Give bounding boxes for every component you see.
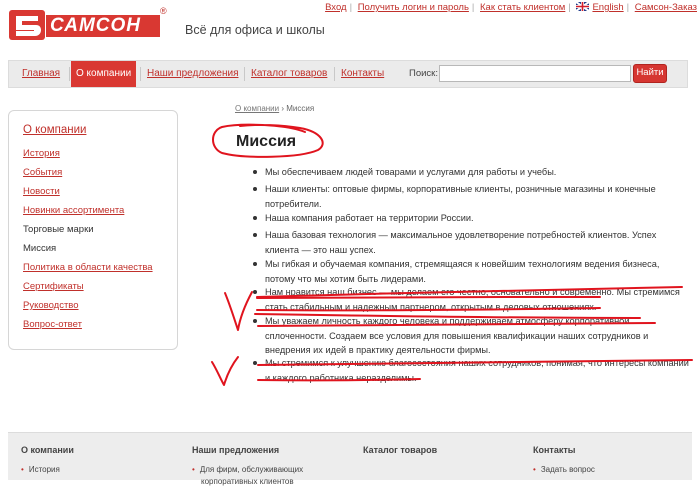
uk-flag-icon <box>576 2 589 11</box>
footer-col-offers <box>192 445 303 486</box>
breadcrumb <box>235 104 314 113</box>
mission-item: Мы обеспечиваем людей товарами и услугами для работы и учебы. <box>252 165 692 180</box>
search-input[interactable] <box>439 65 631 82</box>
tagline: Всё для офиса и школы <box>185 23 325 37</box>
main-nav <box>8 60 688 88</box>
breadcrumb-separator: › <box>281 104 285 113</box>
mission-item: Мы уважаем личность каждого человека и поддерживаем атмосферу корпоративной сплоченности. Создаем все условия для повышения квалификации наших сотрудников и внедрения их идей в практику деятельности фирмы. <box>252 314 692 358</box>
footer-link[interactable]: • Задать вопрос <box>533 465 595 474</box>
footer-heading: О компании <box>21 445 74 455</box>
mission-item: Наша компания работает на территории России. <box>252 211 692 226</box>
sidebar-item-brands[interactable]: Торговые марки <box>23 224 94 235</box>
footer-link-continued[interactable]: корпоративных клиентов <box>201 477 294 486</box>
samson-logo[interactable] <box>8 6 166 46</box>
nav-divider <box>69 67 70 81</box>
sidebar-item-news[interactable]: Новости <box>23 186 60 197</box>
sidebar-item-quality-policy[interactable]: Политика в области качества <box>23 262 153 273</box>
sidebar-item-new-products[interactable]: Новинки ассортимента <box>23 205 125 216</box>
search-label: Поиск: <box>409 68 438 79</box>
nav-contacts[interactable]: Контакты <box>341 68 385 79</box>
sidebar-item-certificates[interactable]: Сертификаты <box>23 281 84 292</box>
sidebar-menu <box>23 148 153 338</box>
sidebar-title[interactable]: О компании <box>23 124 87 136</box>
footer-col-about <box>21 445 74 474</box>
logo-text: САМСОН <box>50 15 142 36</box>
nav-offers[interactable]: Наши предложения <box>147 68 239 79</box>
breadcrumb-current: Миссия <box>286 104 315 113</box>
breadcrumb-parent[interactable]: О компании <box>235 104 280 113</box>
footer-heading: Контакты <box>533 445 576 455</box>
footer-heading: Наши предложения <box>192 445 280 455</box>
footer-col-catalog <box>363 445 437 455</box>
sidebar-item-mission: Миссия <box>23 243 57 254</box>
mission-item: Наша базовая технология — максимальное удовлетворение потребностей клиентов. Успех клиента — это наш успех. <box>252 228 692 257</box>
samson-order-link[interactable]: Самсон-Заказ <box>634 2 697 13</box>
sidebar-item-history[interactable]: История <box>23 148 60 159</box>
registered-mark: ® <box>160 6 167 16</box>
nav-home[interactable]: Главная <box>22 68 61 79</box>
nav-about[interactable]: О компании <box>71 61 136 87</box>
mission-item: Нам нравится наш бизнес — мы делаем его честно, основательно и современно. Мы стремимся стать стабильным и надежным партнером, открытым в деловых отношениях. <box>252 285 692 314</box>
top-links: Вход | Получить логин и пароль | Как стать клиентом | English | Самсон-Заказ <box>325 2 697 13</box>
nav-divider <box>244 67 245 81</box>
sidebar <box>8 110 178 350</box>
sidebar-item-management[interactable]: Руководство <box>23 300 79 311</box>
checkmark <box>212 357 238 385</box>
become-client-link[interactable]: Как стать клиентом <box>480 2 566 13</box>
footer-heading: Каталог товаров <box>363 445 438 455</box>
footer-link[interactable]: • Для фирм, обслуживающих <box>192 465 303 474</box>
nav-divider <box>334 67 335 81</box>
login-link[interactable]: Вход <box>325 2 347 13</box>
get-login-link[interactable]: Получить логин и пароль <box>357 2 469 13</box>
nav-divider <box>140 67 141 81</box>
search-button[interactable]: Найти <box>633 64 667 83</box>
footer <box>8 432 692 486</box>
page-title: Миссия <box>236 133 297 150</box>
mission-item: Мы стремимся к улучшению благосостояния наших сотрудников, понимая, что интересы компании и каждого работника неразделимы. <box>252 356 692 385</box>
mission-item: Наши клиенты: оптовые фирмы, корпоративные клиенты, розничные магазины и конечные потребители. <box>252 182 692 211</box>
footer-link[interactable]: • История <box>21 465 74 474</box>
mission-item: Мы гибкая и обучаемая компания, стремящаяся к новейшим технологиям ведения бизнеса, потому что мы хотим быть лидерами. <box>252 257 692 286</box>
sidebar-item-faq[interactable]: Вопрос-ответ <box>23 319 82 330</box>
footer-col-contacts <box>533 445 595 474</box>
nav-catalog[interactable]: Каталог товаров <box>251 68 328 79</box>
english-link[interactable]: English <box>592 2 624 13</box>
checkmark <box>225 292 252 330</box>
sidebar-item-events[interactable]: События <box>23 167 63 178</box>
